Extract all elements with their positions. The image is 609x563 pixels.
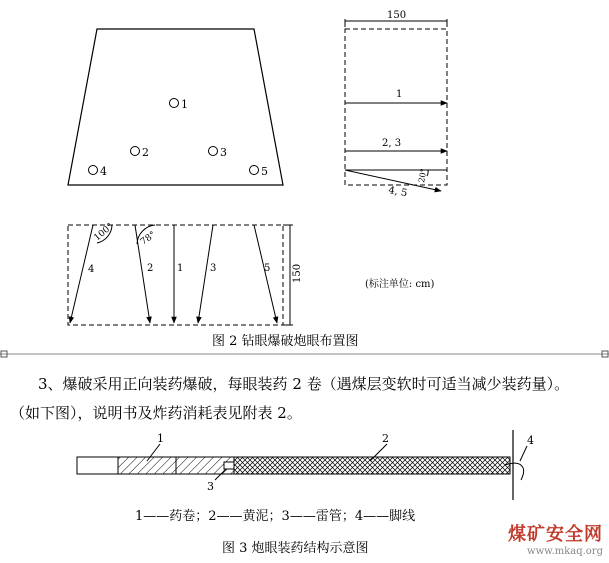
face-view [68, 29, 283, 185]
plan-label-5: 5 [264, 263, 271, 274]
side-label-2-3: 2, 3 [382, 138, 402, 149]
page-break [0, 350, 609, 358]
body-text-line-2: （如下图），说明书及炸药消耗表见附表 2。 [10, 404, 302, 422]
figure3-caption: 图 3 炮眼装药结构示意图 [222, 541, 369, 556]
plan-view [68, 222, 303, 325]
hole-5 [250, 166, 259, 175]
hole-4 [89, 166, 98, 175]
site-watermark [508, 520, 603, 557]
unit-note: (标注单位: cm) [365, 279, 435, 290]
plan-hole-5 [254, 225, 277, 323]
watermark-title: 煤矿安全网 [508, 524, 603, 545]
part-label-2: 2 [382, 432, 389, 445]
plan-label-1: 1 [177, 263, 184, 274]
body-text-line-1: 3、爆破采用正向装药爆破，每眼装药 2 卷（遇煤层变软时可适当减少装药量）。 [38, 375, 570, 393]
hole-label-5: 5 [261, 165, 268, 178]
height-label: 150 [292, 263, 303, 283]
figure3-legend: 1——药卷；2——黄泥；3——雷管；4——脚线 [135, 509, 416, 524]
hole-label-1: 1 [181, 98, 188, 111]
angle-label-100: 100° [92, 221, 116, 244]
plan-label-3: 3 [210, 263, 217, 274]
figure2-caption: 图 2 钻眼爆破炮眼布置图 [212, 334, 359, 349]
watermark-url: www.mkaq.org [527, 546, 603, 557]
part-label-3: 3 [207, 480, 214, 493]
plan-label-2: 2 [147, 263, 154, 274]
hole-3 [209, 147, 218, 156]
side-view [345, 10, 447, 199]
stemming-segment [77, 457, 118, 474]
part-label-4: 4 [527, 434, 534, 447]
width-label: 150 [387, 10, 407, 21]
hole-2 [131, 147, 140, 156]
hole-label-3: 3 [220, 146, 227, 159]
charge-structure [77, 430, 534, 500]
hole-label-4: 4 [100, 165, 107, 178]
side-label-4-5: 4, 5 [387, 185, 409, 200]
plan-label-4: 4 [88, 264, 95, 275]
angle-label-78: 78° [138, 230, 158, 248]
side-label-1: 1 [396, 89, 403, 100]
hole-label-2: 2 [142, 146, 149, 159]
small-angle-label: 20° [417, 167, 429, 184]
cartridge-1 [118, 457, 176, 474]
part-label-1: 1 [157, 432, 164, 445]
hole-1 [170, 99, 179, 108]
plan-hole-3 [198, 225, 213, 323]
side-outline [345, 29, 447, 185]
detonator [224, 462, 234, 469]
